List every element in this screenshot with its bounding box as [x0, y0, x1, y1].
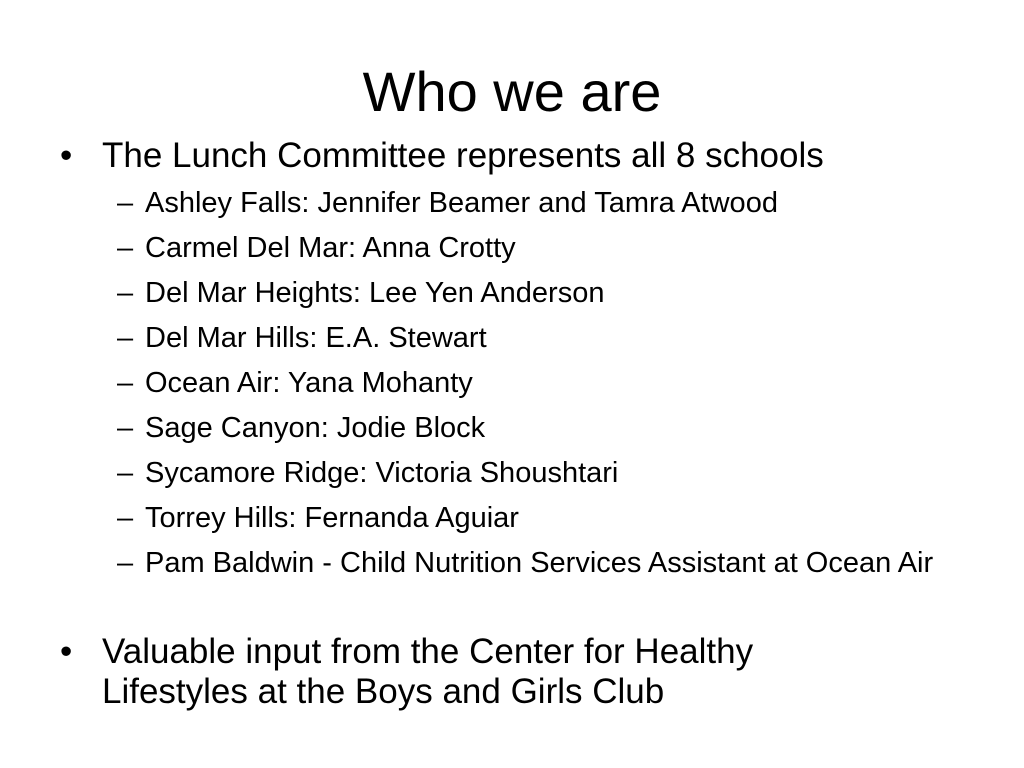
list-item	[117, 545, 937, 581]
list-item	[117, 365, 937, 401]
list-item-text: Del Mar Heights: Lee Yen Anderson	[145, 277, 605, 309]
list-item	[117, 185, 937, 221]
sub-marker: –	[117, 322, 134, 354]
bullet-valuable-input	[60, 632, 860, 712]
list-item	[117, 320, 937, 356]
list-item	[117, 275, 937, 311]
bullet-lunch-committee	[60, 136, 960, 176]
sub-marker: –	[117, 502, 134, 534]
bullet-text: Valuable input from the Center for Healthy Lifestyles at the Boys and Girls Club	[102, 632, 754, 711]
school-representatives-list	[117, 185, 937, 590]
sub-marker: –	[117, 187, 134, 219]
list-item-text: Sage Canyon: Jodie Block	[145, 412, 486, 444]
list-item	[117, 410, 937, 446]
bullet-marker: •	[60, 136, 73, 175]
list-item-text: Ashley Falls: Jennifer Beamer and Tamra Atwood	[145, 187, 778, 219]
list-item-text: Torrey Hills: Fernanda Aguiar	[145, 502, 519, 534]
list-item	[117, 455, 937, 491]
list-item-text: Carmel Del Mar: Anna Crotty	[145, 232, 516, 264]
bullet-marker: •	[60, 632, 73, 671]
slide-title: Who we are	[362, 60, 662, 123]
list-item-text: Sycamore Ridge: Victoria Shoushtari	[145, 457, 619, 489]
sub-marker: –	[117, 547, 134, 579]
list-item-text: Pam Baldwin - Child Nutrition Services Assistant at Ocean Air	[145, 547, 934, 579]
sub-marker: –	[117, 277, 134, 309]
list-item-text: Ocean Air: Yana Mohanty	[145, 367, 473, 399]
sub-marker: –	[117, 412, 134, 444]
sub-marker: –	[117, 232, 134, 264]
sub-marker: –	[117, 457, 134, 489]
sub-marker: –	[117, 367, 134, 399]
list-item	[117, 230, 937, 266]
list-item	[117, 500, 937, 536]
bullet-text: The Lunch Committee represents all 8 schools	[102, 136, 824, 175]
list-item-text: Del Mar Hills: E.A. Stewart	[145, 322, 487, 354]
